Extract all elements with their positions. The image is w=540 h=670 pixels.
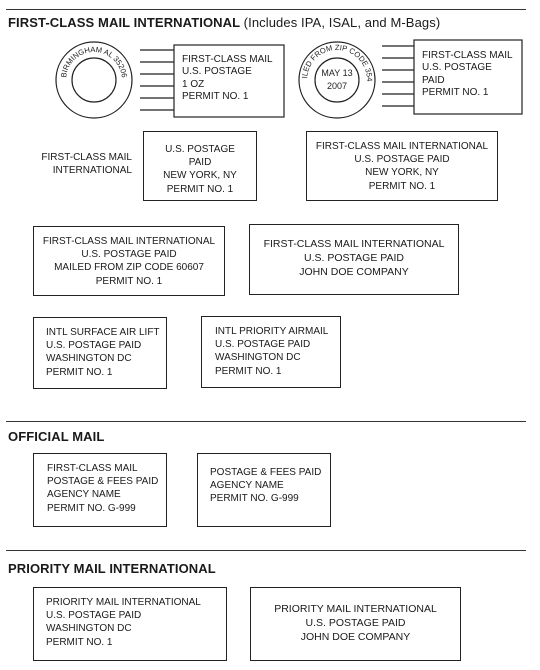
box-line: PAID: [422, 74, 445, 86]
box-line: JOHN DOE COMPANY: [300, 631, 411, 643]
box-line: WASHINGTON DC: [215, 352, 301, 364]
box-line: U.S. POSTAGE PAID: [81, 249, 177, 261]
box-line: NEW YORK, NY: [163, 170, 237, 182]
box-line: U.S. POSTAGE: [422, 62, 492, 74]
box-line: FIRST-CLASS MAIL: [182, 54, 273, 65]
indicia-priority-washington: [33, 587, 227, 661]
postmark-dated: [298, 38, 528, 120]
box-line: FIRST-CLASS MAIL INTERNATIONAL: [42, 236, 216, 247]
postmark-dated-box: [422, 50, 513, 100]
postmark-birmingham-box: [182, 54, 273, 104]
box-line: NEW YORK, NY: [365, 167, 439, 179]
section-title-text: FIRST-CLASS MAIL INTERNATIONAL: [8, 15, 240, 30]
section-divider: [6, 421, 526, 422]
box-line: FIRST-CLASS MAIL INTERNATIONAL: [315, 141, 489, 152]
postmark-date: MAY 13: [321, 68, 353, 78]
box-line: AGENCY NAME: [210, 480, 284, 492]
indicia-fcmi-zip: [33, 226, 225, 296]
box-line: PERMIT NO. 1: [215, 365, 282, 377]
box-line: WASHINGTON DC: [46, 353, 132, 365]
box-line: U.S. POSTAGE PAID: [215, 339, 311, 351]
postmark-year: 2007: [326, 81, 348, 91]
box-line: PERMIT NO. 1: [182, 91, 249, 103]
box-line: U.S. POSTAGE PAID: [46, 340, 142, 352]
box-line: PRIORITY MAIL INTERNATIONAL: [274, 603, 437, 615]
box-line: PAID: [188, 157, 212, 169]
section-title-priority: PRIORITY MAIL INTERNATIONAL: [8, 561, 216, 576]
box-line: U.S. POSTAGE PAID: [354, 154, 450, 166]
box-line: PERMIT NO. G-999: [210, 493, 299, 505]
box-line: 1 OZ: [182, 78, 205, 90]
indicia-priority-john-doe: [250, 587, 461, 661]
box-line: WASHINGTON DC: [46, 623, 132, 635]
box-line: FIRST-CLASS MAIL INTERNATIONAL: [263, 238, 445, 250]
box-line: PERMIT NO. G-999: [47, 502, 136, 514]
box-line: U.S. POSTAGE PAID: [305, 617, 406, 629]
first-class-side-label: [28, 151, 132, 177]
indicia-official-postage-fees: [197, 453, 331, 527]
box-line: U.S. POSTAGE PAID: [46, 610, 142, 622]
section-title-official: OFFICIAL MAIL: [8, 429, 105, 444]
box-line: PERMIT NO. 1: [46, 366, 113, 378]
box-line: U.S. POSTAGE: [182, 66, 252, 78]
box-line: PERMIT NO. 1: [166, 183, 234, 195]
indicia-ipa: [201, 316, 341, 388]
box-line: INTL SURFACE AIR LIFT: [46, 327, 160, 338]
indicia-isal: [33, 317, 167, 389]
box-line: POSTAGE & FEES PAID: [47, 476, 159, 488]
box-line: AGENCY NAME: [47, 489, 121, 501]
top-rule: [6, 9, 526, 10]
box-line: U.S. POSTAGE PAID: [304, 252, 404, 264]
indicia-new-york: [143, 131, 257, 201]
indicia-fcmi-john-doe: [249, 224, 459, 295]
box-line: PERMIT NO. 1: [422, 87, 489, 99]
box-line: FIRST-CLASS MAIL: [47, 463, 138, 474]
section-divider: [6, 550, 526, 551]
label-line: FIRST-CLASS MAIL: [41, 152, 132, 163]
box-line: FIRST-CLASS MAIL: [422, 50, 513, 61]
box-line: PERMIT NO. 1: [46, 636, 113, 648]
indicia-official-first-class: [33, 453, 167, 527]
box-line: PERMIT NO. 1: [95, 275, 163, 287]
box-line: POSTAGE & FEES PAID: [210, 467, 322, 478]
box-line: JOHN DOE COMPANY: [299, 266, 409, 278]
box-line: MAILED FROM ZIP CODE 60607: [54, 262, 204, 274]
section-title-first-class: [8, 15, 440, 30]
section-title-note: (Includes IPA, ISAL, and M-Bags): [243, 15, 441, 30]
label-line: INTERNATIONAL: [52, 165, 132, 176]
postmark-birmingham: [54, 40, 286, 120]
box-line: PERMIT NO. 1: [368, 180, 436, 192]
box-line: INTL PRIORITY AIRMAIL: [215, 326, 329, 337]
postmark-ring-text: BIRMINGHAM AL 35206: [59, 44, 129, 79]
box-line: U.S. POSTAGE: [165, 144, 235, 155]
postmark-ring-text: ILED FROM ZIP CODE 354: [300, 42, 375, 82]
box-line: PRIORITY MAIL INTERNATIONAL: [46, 597, 201, 608]
indicia-fcmi-new-york: [306, 131, 498, 201]
